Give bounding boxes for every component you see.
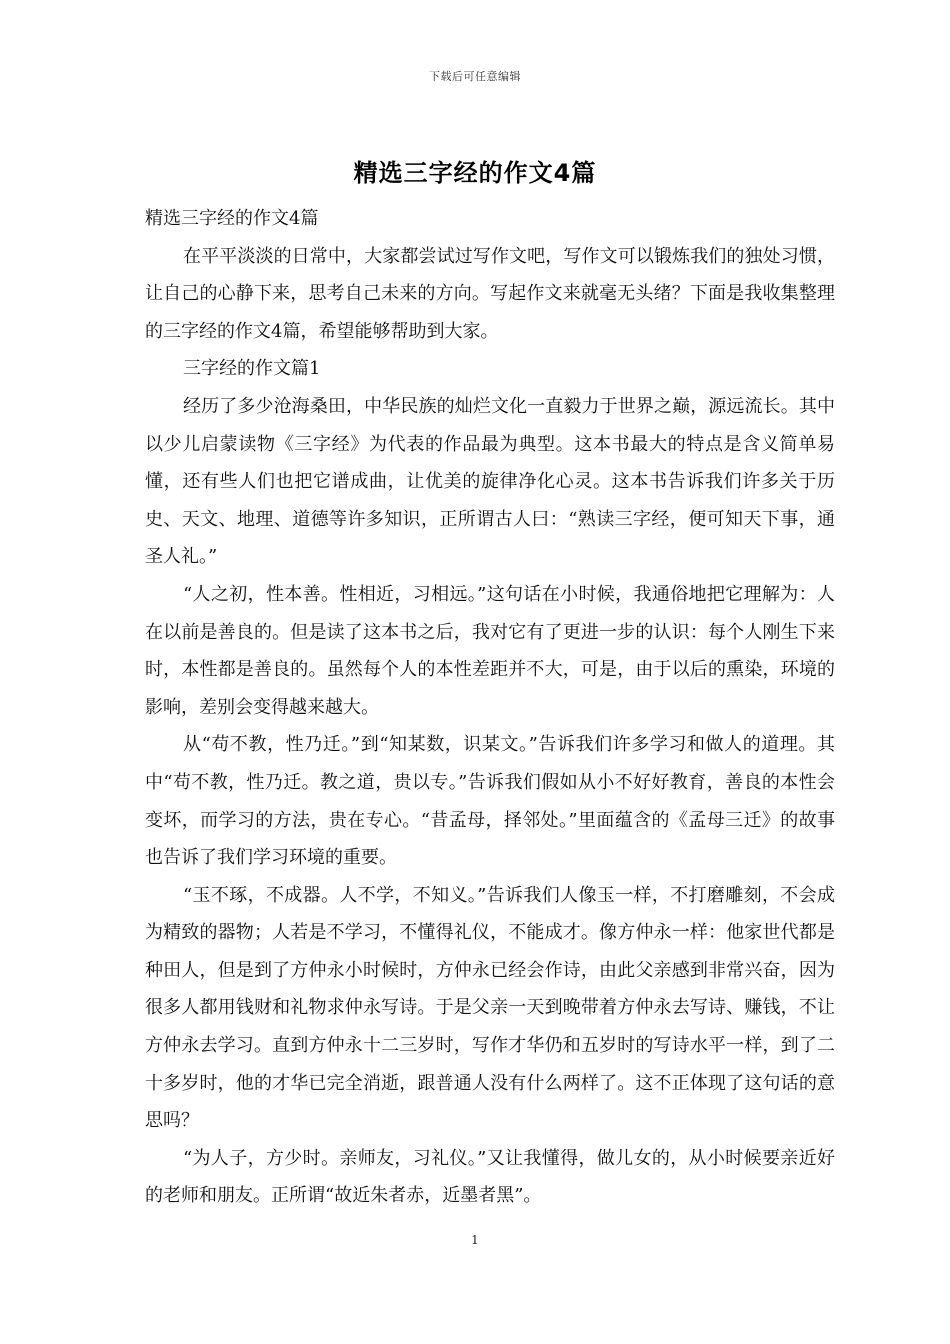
body-paragraph: “为人子，方少时。亲师友，习礼仪。”又让我懂得，做儿女的，从小时候要亲近好的老师和朋友。正所谓“故近朱者赤，近墨者黑”。 <box>145 1147 835 1207</box>
section-heading: 三字经的作文篇1 <box>183 358 321 380</box>
header-note: 下载后可任意编辑 <box>429 70 521 83</box>
document-subtitle: 精选三字经的作文4篇 <box>145 208 319 229</box>
intro-paragraph: 在平平淡淡的日常中，大家都尝试过写作文吧，写作文可以锻炼我们的独处习惯，让自己的心静下来，思考自己未来的方向。写起作文来就毫无头绪？下面是我收集整理的三字经的作文4篇，希望能够帮助到大家。 <box>145 245 835 342</box>
document-body <box>145 200 835 1215</box>
body-paragraph: “玉不琢，不成器。人不学，不知义。”告诉我们人像玉一样，不打磨雕刻，不会成为精致的器物；人若是不学习，不懂得礼仪，不能成才。像方仲永一样：他家世代都是种田人，但是到了方仲永小时候时，方仲永已经会作诗，由此父亲感到非常兴奋，因为很多人都用钱财和礼物求仲永写诗。于是父亲一天到晚带着方仲永去写诗、赚钱，不让方仲永去学习。直到方仲永十二三岁时，写作才华仍和五岁时的写诗水平一样，到了二十多岁时，他的才华已完全消逝，跟普通人没有什么两样了。这不正体现了这句话的意思吗？ <box>145 884 835 1132</box>
document-title: 精选三字经的作文4篇 <box>353 159 597 187</box>
page-number: 1 <box>471 1233 479 1247</box>
body-paragraph: 从“苟不教，性乃迁。”到“知某数，识某文。”告诉我们许多学习和做人的道理。其中“苟不教，性乃迁。教之道，贵以专。”告诉我们假如从小不好好教育，善良的本性会变坏，而学习的方法，贵在专心。“昔孟母，择邻处。”里面蕴含的《孟母三迁》的故事也告诉了我们学习环境的重要。 <box>145 734 835 869</box>
body-paragraph: 经历了多少沧海桑田，中华民族的灿烂文化一直毅力于世界之巅，源远流长。其中以少儿启蒙读物《三字经》为代表的作品最为典型。这本书最大的特点是含义简单易懂，还有些人们也把它谱成曲，让优美的旋律净化心灵。这本书告诉我们许多关于历史、天文、地理、道德等许多知识，正所谓古人曰：“熟读三字经，便可知天下事，通圣人礼。” <box>145 395 835 568</box>
body-paragraph: “人之初，性本善。性相近，习相远。”这句话在小时候，我通俗地把它理解为：人在以前是善良的。但是读了这本书之后，我对它有了更进一步的认识：每个人刚生下来时，本性都是善良的。虽然每个人的本性差距并不大，可是，由于以后的熏染，环境的影响，差别会变得越来越大。 <box>145 583 835 718</box>
